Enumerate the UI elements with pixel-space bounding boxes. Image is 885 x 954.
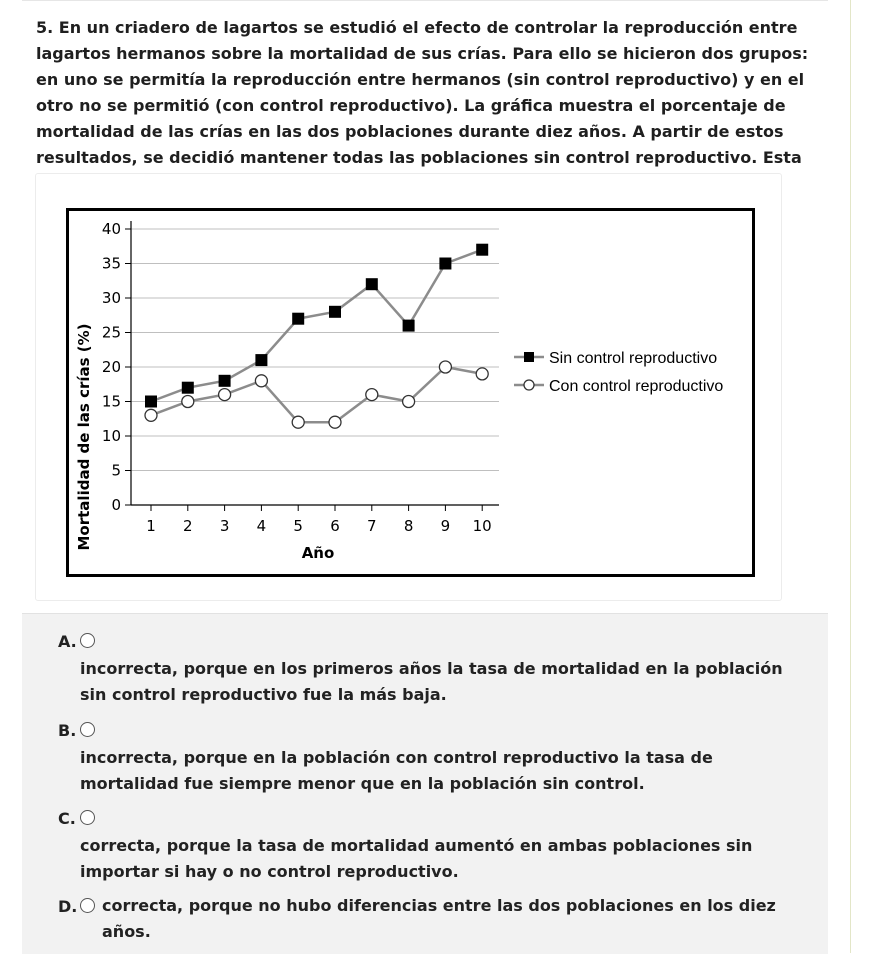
chart-card [35,173,782,601]
y-tick-label: 30 [101,289,121,307]
x-tick-label: 6 [330,517,340,535]
data-point-sin-control [329,306,341,318]
legend-label: Con control reproductivo [549,378,724,395]
option-b-text[interactable]: incorrecta, porque en la población con control reproductivo la tasa de mortalidad fue siempre menor que en la población sin control. [80,748,713,793]
x-tick-label: 4 [256,517,267,535]
data-point-con-control [476,368,488,380]
y-tick-label: 5 [111,461,121,480]
x-tick-label: 3 [219,517,230,535]
x-tick-label: 2 [183,517,193,535]
option-letter: A. [58,632,77,651]
y-tick-label: 0 [111,496,121,514]
y-tick-label: 20 [101,358,121,376]
data-point-con-control [292,416,304,428]
data-point-sin-control [439,258,451,270]
x-tick-label: 8 [403,517,414,535]
mortality-line-chart [36,174,781,600]
x-tick-label: 7 [367,517,377,535]
option-c-text[interactable]: correcta, porque la tasa de mortalidad aumentó en ambas poblaciones sin importar si hay o no control reproductivo. [80,836,753,881]
y-tick-label: 15 [101,392,121,411]
x-tick-label: 9 [440,517,451,535]
data-point-sin-control [476,244,488,256]
option-letter: D. [58,897,78,916]
y-tick-label: 10 [101,427,121,445]
data-point-sin-control [219,375,231,387]
x-axis-label: Año [301,544,335,562]
right-border [850,0,851,953]
x-tick-label: 5 [293,517,303,535]
data-point-con-control [145,409,157,421]
legend-marker-square [524,352,534,362]
data-point-con-control [329,416,341,428]
top-divider [22,0,828,1]
y-tick-label: 40 [101,220,121,238]
option-letter: B. [58,721,77,740]
y-axis-label: Mortalidad de las crías (%) [75,323,93,551]
legend-label: Sin control reproductivo [549,350,718,367]
option-d-text[interactable]: correcta, porque no hubo diferencias entre las dos poblaciones en los diez años. [102,896,776,941]
legend-marker-circle [524,380,534,390]
data-point-con-control [439,361,451,373]
option-d-radio[interactable] [80,898,95,913]
data-point-con-control [219,389,231,401]
option-a-text[interactable]: incorrecta, porque en los primeros años la tasa de mortalidad en la población sin control reproductivo fue la más baja. [80,659,783,704]
option-a-radio[interactable] [80,633,95,648]
data-point-con-control [366,389,378,401]
data-point-sin-control [366,278,378,290]
data-point-sin-control [145,396,157,408]
option-c-radio[interactable] [80,810,95,825]
data-point-sin-control [255,354,267,366]
x-tick-label: 10 [472,517,492,535]
data-point-sin-control [292,313,304,325]
option-letter: C. [58,809,76,828]
y-tick-label: 25 [101,323,121,342]
answer-options [22,613,828,954]
data-point-con-control [403,396,415,408]
x-tick-label: 1 [146,517,156,535]
question-text: 5. En un criadero de lagartos se estudió el efecto de controlar la reproducción entre lagartos hermanos sobre la mortalidad de sus crías. Para ello se hicieron dos grupos: en uno se permitía la reproducción entre hermanos (sin control reproductivo) y en el otro no se permitió (con control reproductivo). La gráfica muestra el porcentaje de mortalidad de las crías en las dos poblaciones durante diez años. A partir de estos resultados, se decidió mantener todas las poblaciones sin control reproductivo. Esta [36,18,809,167]
option-b-radio[interactable] [80,722,95,737]
data-point-con-control [182,396,194,408]
data-point-con-control [255,375,267,387]
data-point-sin-control [182,382,194,394]
y-tick-label: 35 [101,254,121,273]
data-point-sin-control [403,320,415,332]
